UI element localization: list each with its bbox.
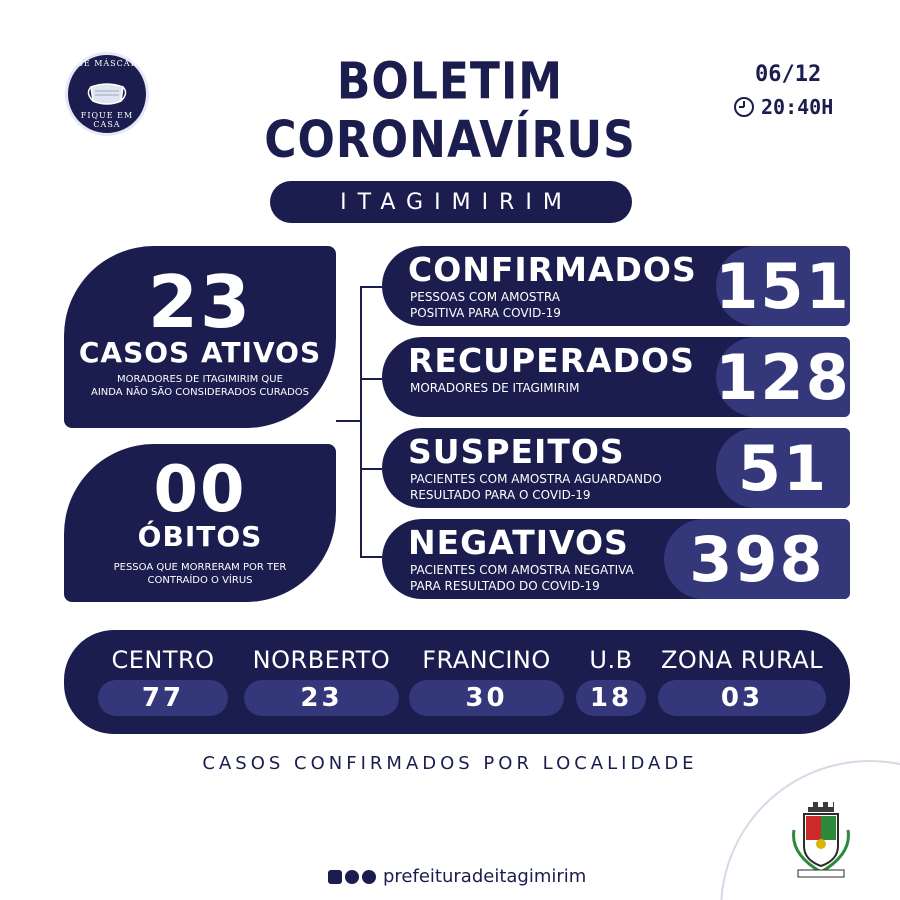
locality-strip [64, 630, 850, 734]
locality-name: NORBERTO [252, 646, 391, 674]
page-title: BOLETIM CORONAVÍRUS [264, 52, 636, 170]
negative-value: 398 [664, 519, 850, 599]
deaths-label: ÓBITOS [137, 520, 263, 553]
bulletin-date: 06/12 [755, 62, 822, 87]
locality-item [576, 646, 646, 716]
connector-tick [360, 468, 382, 470]
confirmed-desc-line: POSITIVA PARA COVID-19 [410, 305, 561, 320]
suspected-value: 51 [716, 428, 850, 508]
youtube-icon [328, 870, 342, 884]
negative-desc-line: PARA RESULTADO DO COVID-19 [410, 578, 600, 593]
social-handle-row[interactable] [328, 866, 586, 887]
connector-bracket [360, 286, 382, 558]
connector-tick [336, 420, 360, 422]
badge-top-text: USE MÁSCARA [69, 59, 145, 68]
locality-caption: CASOS CONFIRMADOS POR LOCALIDADE [202, 753, 698, 774]
recovered-label: RECUPERADOS [408, 341, 695, 380]
city-crest-icon [790, 800, 852, 880]
confirmed-value: 151 [716, 246, 850, 326]
locality-item [409, 646, 564, 716]
deaths-desc-line: PESSOA QUE MORRERAM POR TER [113, 561, 287, 573]
facebook-icon [362, 870, 376, 884]
locality-name: U.B [589, 646, 633, 674]
locality-name: ZONA RURAL [660, 646, 824, 674]
social-handle: prefeituradeitagimirim [383, 866, 587, 887]
deaths-card [64, 444, 336, 602]
city-pill: ITAGIMIRIM [270, 181, 632, 223]
recovered-description [410, 381, 579, 397]
suspected-desc-line: RESULTADO PARA O COVID-19 [410, 487, 591, 502]
suspected-label: SUSPEITOS [408, 432, 625, 471]
locality-value: 30 [409, 680, 564, 716]
negative-desc-line: PACIENTES COM AMOSTRA NEGATIVA [410, 563, 634, 577]
locality-value: 03 [658, 680, 826, 716]
negative-label: NEGATIVOS [408, 523, 629, 562]
mask-badge-logo [65, 52, 149, 136]
recovered-value: 128 [716, 337, 850, 417]
confirmed-desc-line: PESSOAS COM AMOSTRA [410, 290, 560, 304]
negative-row [382, 519, 850, 599]
suspected-row [382, 428, 850, 508]
locality-value: 77 [98, 680, 228, 716]
locality-name: FRANCINO [422, 646, 551, 674]
bulletin-time-row [733, 95, 833, 119]
recovered-row [382, 337, 850, 417]
locality-value: 18 [576, 680, 646, 716]
locality-item [658, 646, 826, 716]
active-cases-desc-line: AINDA NÃO SÃO CONSIDERADOS CURADOS [91, 387, 309, 399]
deaths-value: 00 [153, 453, 247, 527]
negative-description [410, 563, 634, 594]
active-cases-description [64, 373, 336, 400]
active-cases-desc-line: MORADORES DE ITAGIMIRIM QUE [117, 373, 283, 385]
locality-value: 23 [244, 680, 399, 716]
active-cases-value: 23 [147, 260, 253, 344]
confirmed-label: CONFIRMADOS [408, 250, 697, 289]
confirmed-description [410, 290, 561, 321]
deaths-desc-line: CONTRAÍDO O VÍRUS [147, 575, 253, 587]
confirmed-row [382, 246, 850, 326]
locality-item [98, 646, 228, 716]
instagram-icon [345, 870, 359, 884]
suspected-description [410, 472, 662, 503]
locality-item [244, 646, 399, 716]
active-cases-card [64, 246, 336, 428]
deaths-description [64, 561, 336, 588]
locality-name: CENTRO [111, 646, 215, 674]
badge-bottom-text: FIQUE EM CASA [80, 111, 134, 129]
recovered-desc-line: MORADORES DE ITAGIMIRIM [410, 381, 580, 395]
clock-icon [733, 96, 755, 118]
bulletin-time: 20:40H [761, 95, 834, 119]
suspected-desc-line: PACIENTES COM AMOSTRA AGUARDANDO [410, 472, 662, 486]
connector-tick [360, 378, 382, 380]
active-cases-label: CASOS ATIVOS [78, 336, 322, 369]
